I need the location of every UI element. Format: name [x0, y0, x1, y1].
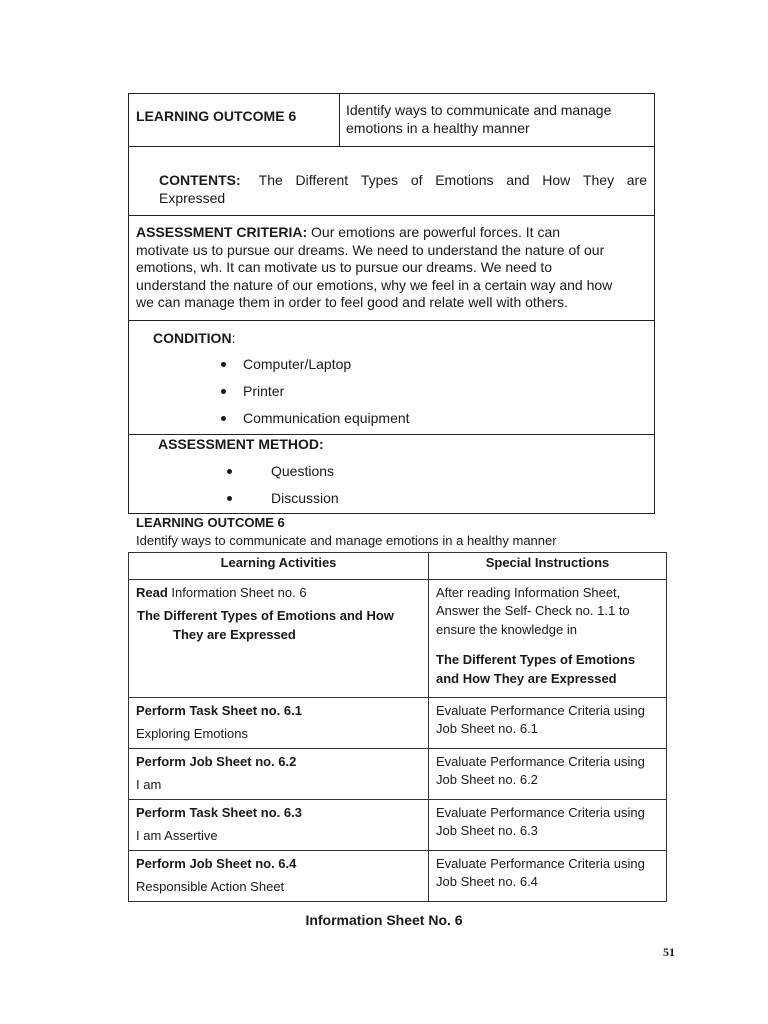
- bullet-icon: [221, 362, 226, 367]
- table-row: [129, 799, 667, 850]
- bullet-icon: [227, 469, 232, 474]
- information-sheet-title: Information Sheet No. 6: [305, 912, 463, 928]
- bullet-icon: [221, 416, 226, 421]
- instruction-cell: Evaluate Performance Criteria using Job Sheet no. 6.1: [429, 697, 667, 748]
- activity-cell: Read Information Sheet no. 6 The Different Types of Emotions and How They are Expressed: [129, 579, 429, 697]
- contents-text-line1: The Different Types of Emotions and How They are: [258, 172, 647, 188]
- divider: [129, 320, 654, 321]
- outcome-text: Identify ways to communicate and manage emotions in a healthy manner: [346, 102, 612, 136]
- assessment-method-list: [227, 463, 527, 517]
- bullet-icon: [227, 496, 232, 501]
- assessment-criteria: ASSESSMENT CRITERIA: Our emotions are powerful forces. It can motivate us to pursue our dreams. We need to understand the nature of our emotions, wh. It can motivate us to pursue our dreams. We need to understand the nature of our emotions, why we feel in a certain way and how we can manage them in order to feel good and relate well with others.: [136, 224, 613, 310]
- assessment-criteria-label: ASSESSMENT CRITERIA:: [136, 224, 308, 240]
- divider: [129, 215, 654, 216]
- table-row: [129, 697, 667, 748]
- instruction-cell: Evaluate Performance Criteria using Job Sheet no. 6.4: [429, 850, 667, 901]
- list-item: Printer: [221, 383, 521, 410]
- table-row: [129, 579, 667, 697]
- instruction-cell: Evaluate Performance Criteria using Job Sheet no. 6.3: [429, 799, 667, 850]
- table-row: [129, 748, 667, 799]
- page-number: 51: [663, 945, 675, 959]
- instruction-cell: After reading Information Sheet, Answer the Self- Check no. 1.1 to ensure the knowledge in The Different Types of Emotions and How They are Expressed: [429, 579, 667, 697]
- activity-cell: Perform Job Sheet no. 6.2 I am: [129, 748, 429, 799]
- contents-text-line2: Expressed: [159, 189, 226, 206]
- outcome-label: LEARNING OUTCOME 6: [136, 108, 297, 124]
- section-heading: LEARNING OUTCOME 6: [136, 515, 285, 530]
- condition-list: [221, 356, 521, 437]
- activity-cell: Perform Task Sheet no. 6.3 I am Assertive: [129, 799, 429, 850]
- list-item: Computer/Laptop: [221, 356, 521, 383]
- condition-heading: CONDITION:: [153, 330, 236, 346]
- activity-cell: Perform Task Sheet no. 6.1 Exploring Emotions: [129, 697, 429, 748]
- divider: [339, 94, 340, 146]
- list-item: Communication equipment: [221, 410, 521, 437]
- learning-outcome-box: [128, 93, 655, 514]
- learning-activities-table: [128, 552, 667, 902]
- instruction-cell: Evaluate Performance Criteria using Job Sheet no. 6.2: [429, 748, 667, 799]
- contents-block: [159, 172, 647, 207]
- table-header-row: [129, 553, 667, 580]
- column-header-special-instructions: Special Instructions: [429, 553, 667, 580]
- bullet-icon: [221, 389, 226, 394]
- contents-label: CONTENTS:: [159, 172, 241, 188]
- table-row: [129, 850, 667, 901]
- activity-cell: Perform Job Sheet no. 6.4 Responsible Action Sheet: [129, 850, 429, 901]
- column-header-learning-activities: Learning Activities: [129, 553, 429, 580]
- section-subheading: Identify ways to communicate and manage emotions in a healthy manner: [136, 533, 557, 548]
- list-item: Questions: [227, 463, 527, 490]
- assessment-method-heading: ASSESSMENT METHOD:: [158, 436, 324, 452]
- list-item: Discussion: [227, 490, 527, 517]
- divider: [129, 146, 654, 147]
